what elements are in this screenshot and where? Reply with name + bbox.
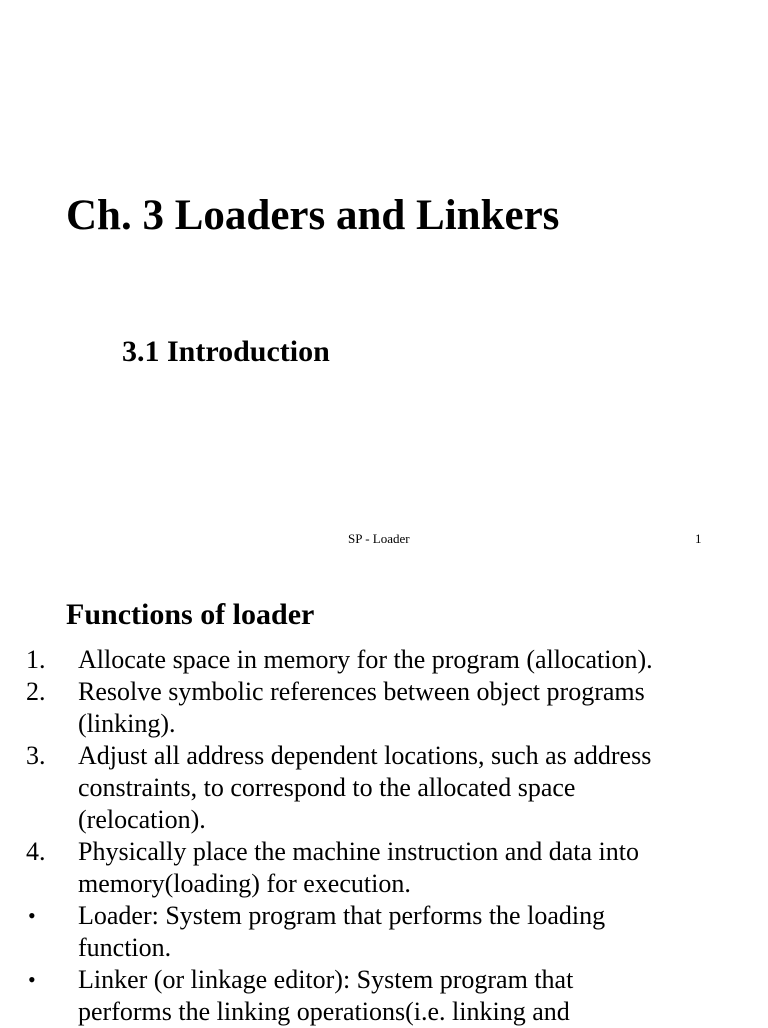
list-item bbox=[0, 740, 768, 836]
list-item bbox=[0, 900, 768, 964]
list-item bbox=[0, 644, 768, 676]
slide-page-number: 1 bbox=[695, 531, 702, 546]
bullet-marker: • bbox=[28, 903, 36, 928]
list-marker: 4. bbox=[26, 837, 46, 866]
loader-functions-list bbox=[0, 644, 768, 1028]
list-item-text: Adjust all address dependent locations, such as address constraints, to correspond to the allocated space (relocation). bbox=[78, 741, 652, 834]
list-marker: 1. bbox=[26, 645, 46, 674]
list-item bbox=[0, 676, 768, 740]
slide-2 bbox=[0, 575, 768, 1024]
list-item-text: Linker (or linkage editor): System program that performs the linking operations(i.e. linking and bbox=[78, 965, 574, 1026]
list-item-text: Physically place the machine instruction and data into memory(loading) for execution. bbox=[78, 837, 640, 898]
list-item-text: Resolve symbolic references between object programs (linking). bbox=[78, 677, 645, 738]
slide-title: Functions of loader bbox=[66, 598, 315, 631]
bullet-marker: • bbox=[28, 967, 36, 992]
chapter-title: Ch. 3 Loaders and Linkers bbox=[66, 192, 560, 239]
list-item-text: Allocate space in memory for the program (allocation). bbox=[78, 645, 653, 674]
section-title: 3.1 Introduction bbox=[122, 335, 330, 368]
list-marker: 2. bbox=[26, 677, 46, 706]
list-item bbox=[0, 836, 768, 900]
list-marker: 3. bbox=[26, 741, 46, 770]
list-item-text: Loader: System program that performs the loading function. bbox=[78, 901, 606, 962]
list-item bbox=[0, 964, 768, 1028]
slide-footer-label: SP - Loader bbox=[348, 531, 410, 546]
